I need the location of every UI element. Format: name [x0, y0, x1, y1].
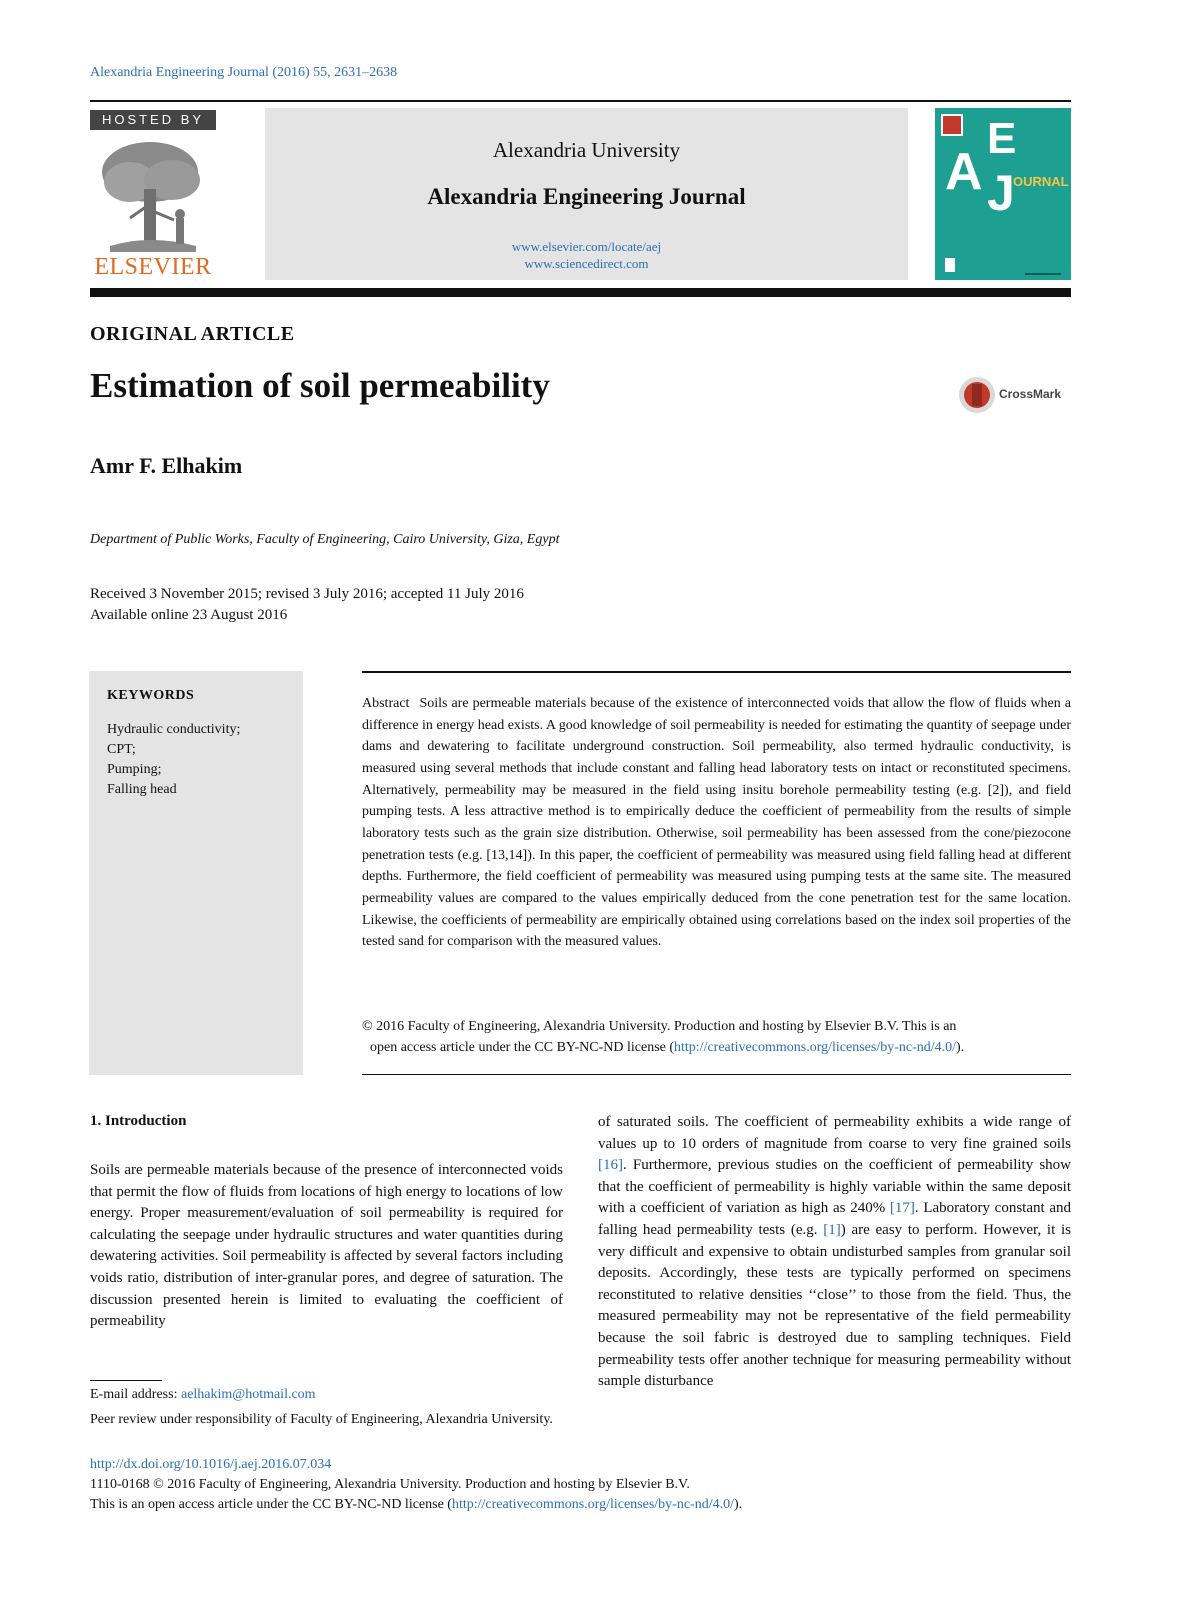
footer-license-text-end: ). [733, 1497, 743, 1512]
cover-logo-icon [945, 258, 955, 272]
keyword-item: Hydraulic conductivity; [107, 722, 241, 737]
reference-link-1[interactable]: [1] [823, 1221, 841, 1238]
journal-title: Alexandria Engineering Journal [427, 184, 746, 209]
body-text: . Laboratory constant and falling head permeability tests (e.g. [598, 1200, 1072, 1238]
footer-license-text: This is an open access article under the CC BY-NC-ND license ( [90, 1497, 452, 1512]
cover-bar [1025, 273, 1061, 275]
email-link[interactable]: aelhakim@hotmail.com [180, 1387, 316, 1402]
abstract-bottom-rule [362, 1074, 1071, 1075]
journal-url-sciencedirect[interactable]: www.sciencedirect.com [524, 256, 649, 271]
crossmark-label: CrossMark [999, 387, 1062, 401]
body-text: ) are easy to perform. However, it is very difficult and expensive to obtain undisturbed samples from granular soil deposits. Accordingly, these tests are typically performed on specimens reconstituted to relative densities ‘‘close’’ to those from the field. Thus, the measured permeability may not be representative of the field permeability because the soil fabric is destroyed due to sampling techniques. Field permeability tests offer another technique for measuring permeability without sample disturbance [598, 1221, 1071, 1390]
abstract-top-rule [362, 671, 1071, 673]
keyword-item: Pumping; [107, 762, 162, 777]
body-text: . Furthermore, previous studies on the coefficient of permeability show that the coefficient of permeability is highly variable within the same deposit with a coefficient of variation as high as 240% [598, 1157, 1071, 1217]
received-dates: Received 3 November 2015; revised 3 July 2016; accepted 11 July 2016 [90, 586, 524, 602]
intro-left-column: Soils are permeable materials because of the presence of interconnected voids that permit the flow of fluids from locations of high energy to locations of low energy. Proper measurement/evaluation of soil permeability is required for calculating the seepage under hydraulic structures and water quantities during dewatering activities. Soil permeability is affected by several factors including voids ratio, distribution of inter-granular pores, and degree of saturation. The discussion presented herein is limited to evaluating the coefficient of permeability [90, 1162, 563, 1330]
cover-emblem-icon [941, 114, 963, 136]
license-link[interactable]: http://creativecommons.org/licenses/by-nc-nd/4.0/ [674, 1040, 957, 1055]
reference-link-17[interactable]: [17] [889, 1200, 915, 1217]
article-title: Estimation of soil permeability [90, 366, 550, 405]
license-text-end: ). [956, 1040, 965, 1055]
cover-word: OURNAL [1013, 174, 1069, 189]
footer-license-line [90, 1497, 742, 1513]
university-name: Alexandria University [492, 138, 681, 162]
section-heading-introduction: 1. Introduction [90, 1113, 187, 1129]
body-text: of saturated soils. The coefficient of permeability exhibits a wide range of values up to 10 orders of magnitude from coarse to very fine grained soils [598, 1114, 1071, 1152]
copyright-line: © 2016 Faculty of Engineering, Alexandria University. Production and hosting by Elsevier B.V. This is an [362, 1019, 957, 1034]
doi-link[interactable]: http://dx.doi.org/10.1016/j.aej.2016.07.034 [90, 1457, 332, 1472]
crossmark-button[interactable] [957, 375, 1075, 415]
email-footnote [90, 1387, 316, 1403]
header-thick-rule [90, 288, 1071, 297]
issn-line: 1110-0168 © 2016 Faculty of Engineering, Alexandria University. Production and hosting by Elsevier B.V. [90, 1477, 690, 1492]
elsevier-tree-icon [90, 134, 216, 256]
intro-right-column [598, 1112, 1071, 1393]
footer-license-link[interactable]: http://creativecommons.org/licenses/by-nc-nd/4.0/ [451, 1497, 734, 1512]
crossmark-icon [957, 375, 997, 415]
abstract-label: Abstract [362, 696, 410, 711]
cover-letter-e: E [987, 114, 1017, 163]
journal-citation-link[interactable]: Alexandria Engineering Journal (2016) 55, 2631–2638 [90, 65, 398, 80]
keywords-list [107, 720, 240, 800]
keywords-heading: KEYWORDS [107, 688, 195, 703]
reference-link-16[interactable]: [16] [598, 1157, 623, 1174]
top-rule [90, 100, 1071, 102]
journal-url-elsevier[interactable]: www.elsevier.com/locate/aej [511, 239, 662, 254]
email-label: E-mail address: [90, 1387, 181, 1402]
article-type: ORIGINAL ARTICLE [90, 323, 295, 345]
online-date: Available online 23 August 2016 [90, 607, 288, 623]
article-dates [90, 584, 524, 626]
hosted-by-label: HOSTED BY [90, 110, 216, 130]
author-name: Amr F. Elhakim [90, 453, 243, 478]
author-affiliation: Department of Public Works, Faculty of Engineering, Cairo University, Giza, Egypt [90, 532, 560, 547]
license-text: open access article under the CC BY-NC-ND license ( [370, 1040, 675, 1055]
abstract [362, 693, 1071, 953]
license-line [362, 1037, 1071, 1058]
footnote-rule [90, 1380, 162, 1381]
elsevier-logo: ELSEVIER [94, 254, 212, 280]
keyword-item: CPT; [107, 742, 136, 757]
abstract-text: Soils are permeable materials because of the existence of interconnected voids that allow the flow of fluids when a difference in energy head exists. A good knowledge of soil permeability is needed for estimating the quantity of seepage under dams and dewatering to facilitate underground construction. Soil permeability, also termed hydraulic conductivity, is measured using several methods that include constant and falling head laboratory tests on intact or reconstituted specimens. Alternatively, permeability may be measured in the field using insitu borehole permeability testing (e.g. [2]), and field pumping tests. A less attractive method is to empirically deduce the coefficient of permeability from the results of simple laboratory tests such as the grain size distribution. Otherwise, soil permeability has been assessed from the cone/piezocone penetration tests (e.g. [13,14]). In this paper, the coefficient of permeability was measured using field falling head at different depths. Furthermore, the field coefficient of permeability was measured using pumping tests at the same site. The measured permeability values are compared to the values empirically deduced from the cone penetration test for the same location. Likewise, the coefficients of permeability are empirically obtained using correlations based on the index soil properties of the tested sand for comparison with the measured values. [362, 696, 1071, 950]
abstract-copyright [362, 1016, 1071, 1058]
cover-letter-j: J [987, 165, 1015, 221]
cover-letter-a: A [945, 143, 983, 201]
keyword-item: Falling head [107, 782, 177, 797]
peer-review-footnote: Peer review under responsibility of Faculty of Engineering, Alexandria University. [90, 1412, 553, 1427]
journal-cover-image [935, 108, 1071, 280]
